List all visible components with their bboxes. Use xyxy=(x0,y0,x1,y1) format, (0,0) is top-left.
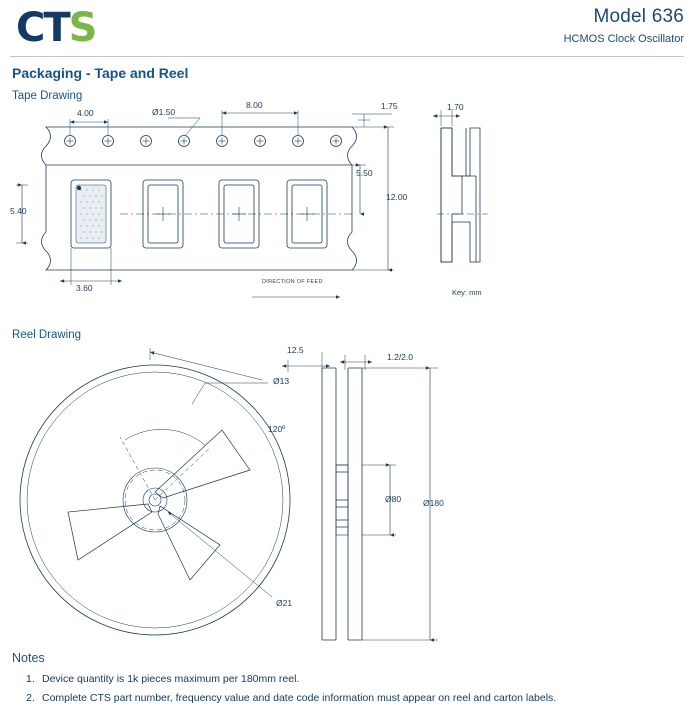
dim-left-540: 5.40 xyxy=(10,206,27,216)
notes-title: Notes xyxy=(12,651,45,665)
dim-inner-d80: Ø80 xyxy=(385,494,402,504)
page-header xyxy=(0,0,694,56)
logo-wordmark xyxy=(16,6,126,50)
dim-thickness-170: 1.70 xyxy=(447,102,464,112)
header-divider xyxy=(10,56,684,57)
reel-drawing-title: Reel Drawing xyxy=(12,329,82,341)
note-text: Complete CTS part number, frequency value and date code information must appear on reel and carton labels. xyxy=(42,692,557,704)
dim-angle-120: 120º xyxy=(268,424,286,434)
dim-edge-175: 1.75 xyxy=(381,101,398,111)
page-subtitle: HCMOS Clock Oscillator xyxy=(563,33,684,45)
dim-height-550: 5.50 xyxy=(356,168,373,178)
dim-pocket-360: 3.60 xyxy=(76,283,93,293)
packaging-section-title: Packaging - Tape and Reel xyxy=(12,65,189,81)
dim-span-8: 8.00 xyxy=(246,100,263,110)
dim-pitch-4: 4.00 xyxy=(77,108,94,118)
page-title: Model 636 xyxy=(593,6,684,27)
note-number: 2. xyxy=(26,692,35,704)
cts-logo xyxy=(16,6,126,50)
dim-hole-diameter: Ø1.50 xyxy=(152,107,176,117)
logo-main-text: CT xyxy=(16,5,69,51)
dim-height-1200: 12.00 xyxy=(386,192,408,202)
dim-reel-width-125: 12.5 xyxy=(287,345,304,355)
note-number: 1. xyxy=(26,673,35,685)
note-text: Device quantity is 1k pieces maximum per 180mm reel. xyxy=(42,673,300,685)
tape-drawing-title: Tape Drawing xyxy=(12,90,83,102)
dim-outer-d180: Ø180 xyxy=(423,498,444,508)
logo-accent-text: S xyxy=(68,5,96,51)
dim-flange-12-20: 1.2/2.0 xyxy=(387,352,413,362)
units-key-label: Key: mm xyxy=(452,288,482,297)
dim-center-d21: Ø21 xyxy=(276,598,293,608)
dim-hub-d13: Ø13 xyxy=(273,376,290,386)
direction-of-feed-label: DIRECTION OF FEED xyxy=(262,279,323,285)
